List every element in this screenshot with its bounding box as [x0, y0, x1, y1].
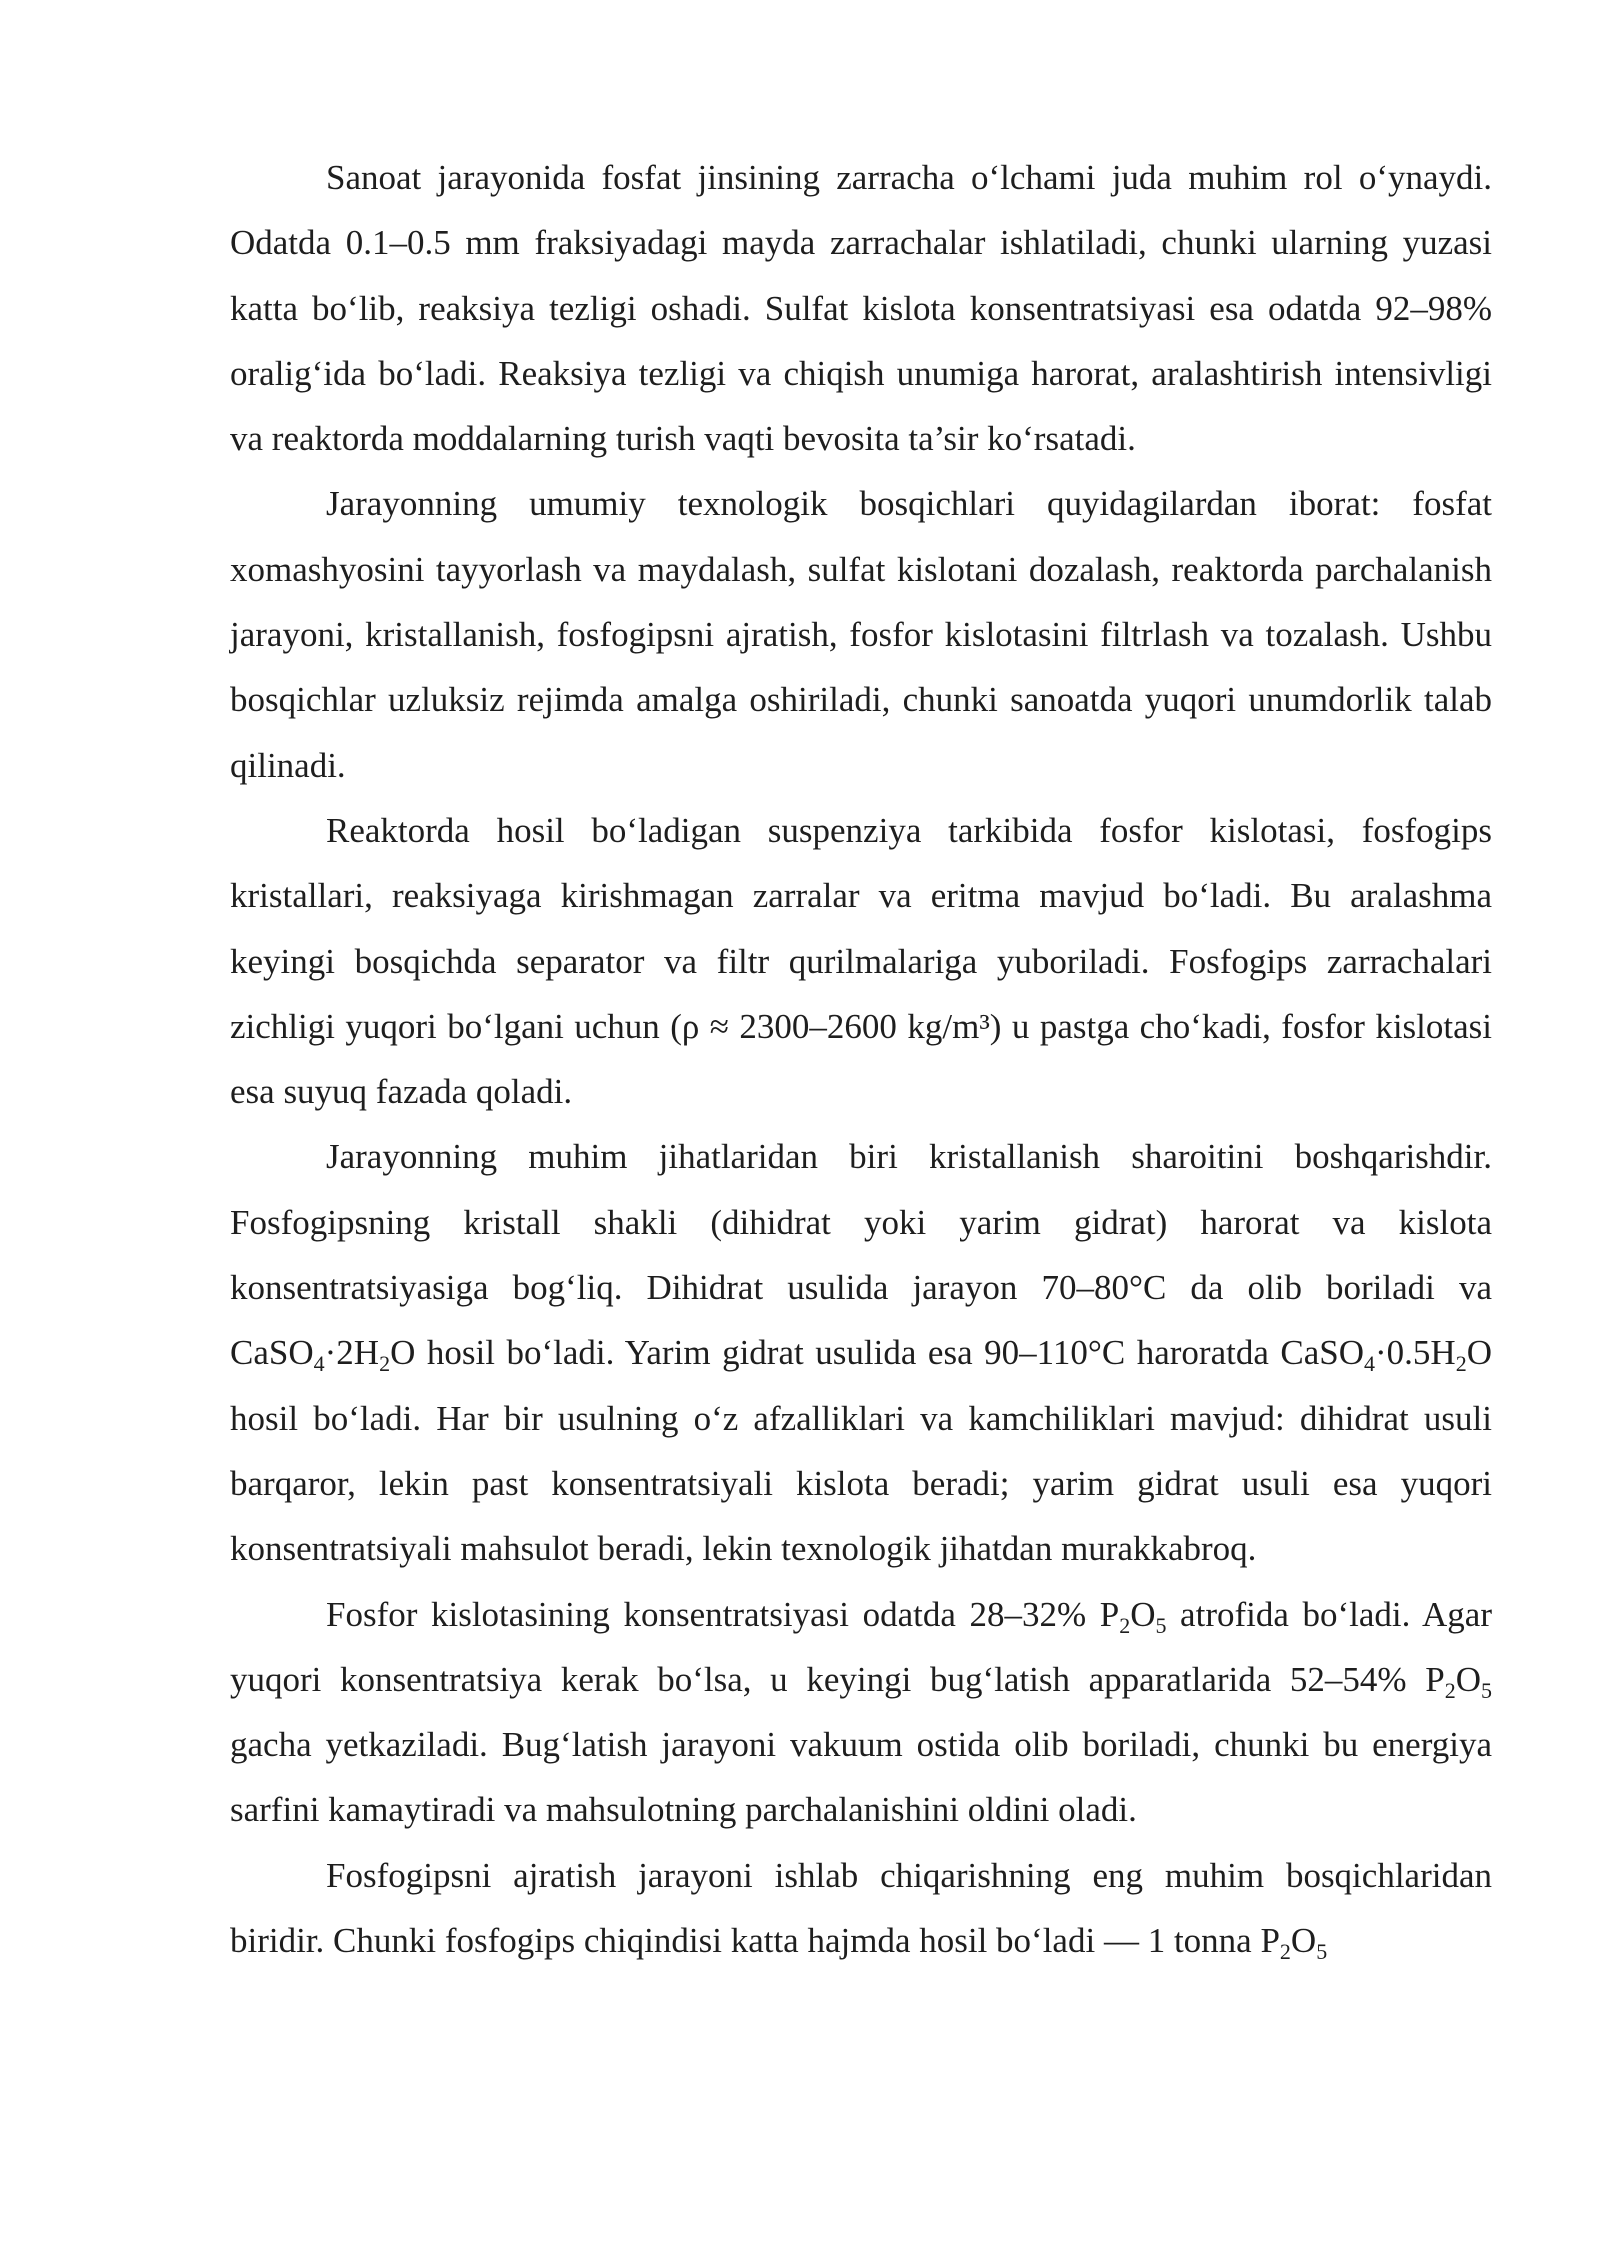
text-run: ·2H — [324, 1333, 380, 1373]
subscript: 5 — [1481, 1677, 1492, 1703]
paragraph-particle-size — [230, 145, 1492, 471]
text-run: Jarayonning muhim jihatlaridan biri kristallanish sharoitini boshqarishdir. Fosfogipsning kristall shakli (dihidrat yoki yarim gidrat) harorat va kislota konsentratsiyasiga bog‘liq. Dihidrat usulida jarayon 70–80°C da olib boriladi va CaSO — [230, 1137, 1492, 1373]
paragraph-process-stages — [230, 471, 1492, 797]
paragraph-crystallization — [230, 1124, 1492, 1581]
text-run: atrofida bo‘ladi. Agar yuqori konsentratsiya kerak bo‘lsa, u keyingi bug‘latish apparatlarida 52–54% P — [230, 1594, 1492, 1699]
text-run: gacha yetkaziladi. Bug‘latish jarayoni vakuum ostida olib boriladi, chunki bu energiya sarfini kamaytiradi va mahsulotning parchalanishini oldini oladi. — [230, 1725, 1492, 1830]
subscript: 2 — [1455, 1351, 1467, 1377]
paragraph-suspension — [230, 798, 1492, 1124]
text-run: O — [1290, 1921, 1317, 1961]
text-run: O — [1455, 1659, 1481, 1699]
subscript: 5 — [1316, 1939, 1328, 1965]
text-run: ·0.5H — [1375, 1333, 1456, 1373]
document-page — [230, 145, 1492, 1973]
text-run: O hosil bo‘ladi. Har bir usulning o‘z afzalliklari va kamchiliklari mavjud: dihidrat usuli barqaror, lekin past konsentratsiyali kislota beradi; yarim gidrat usuli esa yuqori konsentratsiyali mahsulot beradi, lekin texnologik jihatdan murakkabroq. — [230, 1333, 1492, 1569]
subscript: 2 — [379, 1351, 391, 1377]
text-run: O — [1130, 1594, 1156, 1634]
text-run: Fosfor kislotasining konsentratsiyasi odatda 28–32% P — [326, 1594, 1120, 1634]
paragraph-phosphogypsum-separation — [230, 1843, 1492, 1974]
subscript: 5 — [1155, 1612, 1167, 1638]
subscript: 2 — [1444, 1677, 1456, 1703]
text-run: Fosfogipsni ajratish jarayoni ishlab chiqarishning eng muhim bosqichlaridan biridir. Chunki fosfogips chiqindisi katta hajmda hosil bo‘ladi — 1 tonna P — [230, 1855, 1492, 1961]
subscript: 4 — [1364, 1351, 1376, 1377]
text-run: Jarayonning umumiy texnologik bosqichlari quyidagilardan iborat: fosfat xomashyosini tayyorlash va maydalash, sulfat kislotani dozalash, reaktorda parchalanish jarayoni, kristallanish, fosfogipsni ajratish, fosfor kislotasini filtrlash va tozalash. Ushbu bosqichlar uzluksiz rejimda amalga oshiriladi, chunki sanoatda yuqori unumdorlik talab qilinadi. — [230, 484, 1492, 785]
text-run: Reaktorda hosil bo‘ladigan suspenziya tarkibida fosfor kislotasi, fosfogips kristallari, reaksiyaga kirishmagan zarralar va eritma mavjud bo‘ladi. Bu aralashma keyingi bosqichda separator va filtr qurilmalariga yuboriladi. Fosfogips zarrachalari zichligi yuqori bo‘lgani uchun (ρ ≈ 2300–2600 kg/m³) u pastga cho‘kadi, fosfor kislotasi esa suyuq fazada qoladi. — [230, 810, 1492, 1112]
text-run: Sanoat jarayonida fosfat jinsining zarracha o‘lchami juda muhim rol o‘ynaydi. Odatda 0.1–0.5 mm fraksiyadagi mayda zarrachalar ishlatiladi, chunki ularning yuzasi katta bo‘lib, reaksiya tezligi oshadi. Sulfat kislota konsentratsiyasi esa odatda 92–98% oralig‘ida bo‘ladi. Reaksiya tezligi va chiqish unumiga harorat, aralashtirish intensivligi va reaktorda moddalarning turish vaqti bevosita ta’sir ko‘rsatadi. — [230, 158, 1492, 459]
subscript: 2 — [1279, 1939, 1291, 1965]
subscript: 2 — [1119, 1612, 1131, 1638]
paragraph-acid-concentration — [230, 1582, 1492, 1843]
subscript: 4 — [313, 1351, 325, 1377]
text-run: O hosil bo‘ladi. Yarim gidrat usulida esa 90–110°C haroratda CaSO — [390, 1333, 1365, 1373]
